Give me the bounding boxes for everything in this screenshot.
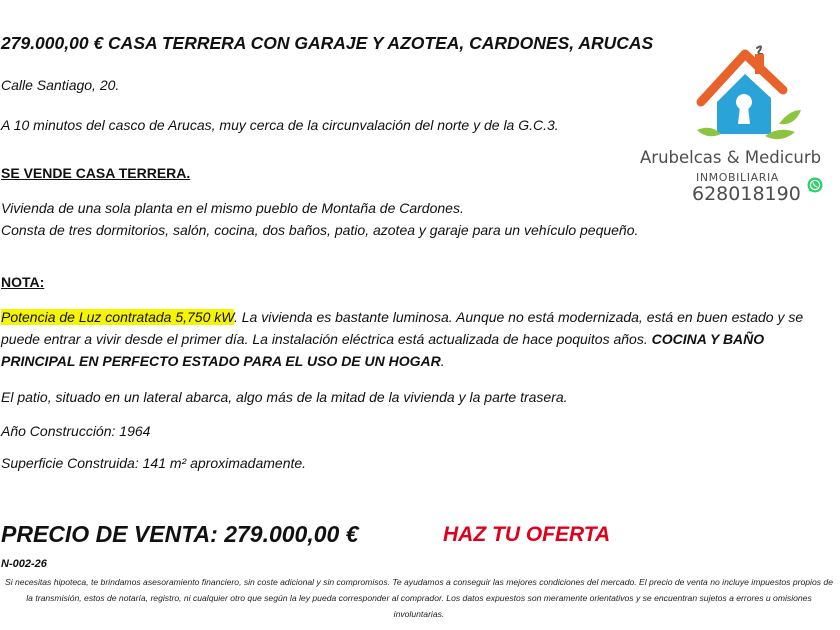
note-text: . La vivienda es bastante luminosa. Aunque no está modernizada, está en buen estado y se puede entrar a vivir desde el primer día. La instalación eléctrica está actualizada de hace poquitos años. — [1, 309, 804, 347]
house-keyhole-logo-icon — [695, 40, 805, 142]
offer-cta: HAZ TU OFERTA — [443, 523, 611, 546]
agency-phone[interactable]: 628018190 — [692, 183, 801, 205]
disclaimer: Si necesitas hipoteca, te brindamos asesoramiento financiero, sin coste adicional y sin compromisos. Te ayudamos a conseguir las mejores condiciones del mercado. El precio de venta no incluye impuestos propios de la transmisión, estos de notaría, registro, ni cualquier otro que según la ley pueda corresponder al comprador. Los datos expuestos son meramente orientativos y se encuentran sujetos a errores u omisiones involuntarias. — [5, 577, 833, 619]
agency-type: INMOBILIARIA — [696, 171, 779, 184]
patio-line: El patio, situado en un lateral abarca, algo más de la mitad de la vivienda y la parte trasera. — [1, 389, 568, 405]
note-bold: COCINA Y BAÑO PRINCIPAL EN PERFECTO ESTADO PARA EL USO DE UN HOGAR — [1, 331, 765, 369]
address: Calle Santiago, 20. — [1, 77, 120, 93]
agency-logo — [640, 40, 840, 215]
note-end: . — [440, 353, 445, 369]
built-area: Superficie Construida: 141 m² aproximadamente. — [1, 455, 307, 471]
year-built: Año Construcción: 1964 — [1, 423, 151, 439]
listing-headline: 279.000,00 € CASA TERRERA CON GARAJE Y AZOTEA, CARDONES, ARUCAS — [1, 33, 654, 53]
agency-name: Arubelcas & Medicurb — [640, 148, 822, 167]
location-note: A 10 minutos del casco de Arucas, muy cerca de la circunvalación del norte y de la G.C.3. — [1, 117, 559, 133]
section-title: SE VENDE CASA TERRERA. — [1, 165, 191, 181]
note-paragraph — [1, 306, 831, 372]
description-line-2: Consta de tres dormitorios, salón, cocina, dos baños, patio, azotea y garaje para un vehículo pequeño. — [1, 222, 639, 238]
power-highlight: Potencia de Luz contratada 5,750 kW — [1, 309, 234, 325]
sale-price: PRECIO DE VENTA: 279.000,00 € — [1, 521, 359, 547]
note-title: NOTA: — [1, 274, 45, 290]
reference-code: N-002-26 — [1, 558, 47, 570]
whatsapp-icon[interactable] — [807, 177, 823, 193]
description-line-1: Vivienda de una sola planta en el mismo pueblo de Montaña de Cardones. — [1, 200, 464, 216]
